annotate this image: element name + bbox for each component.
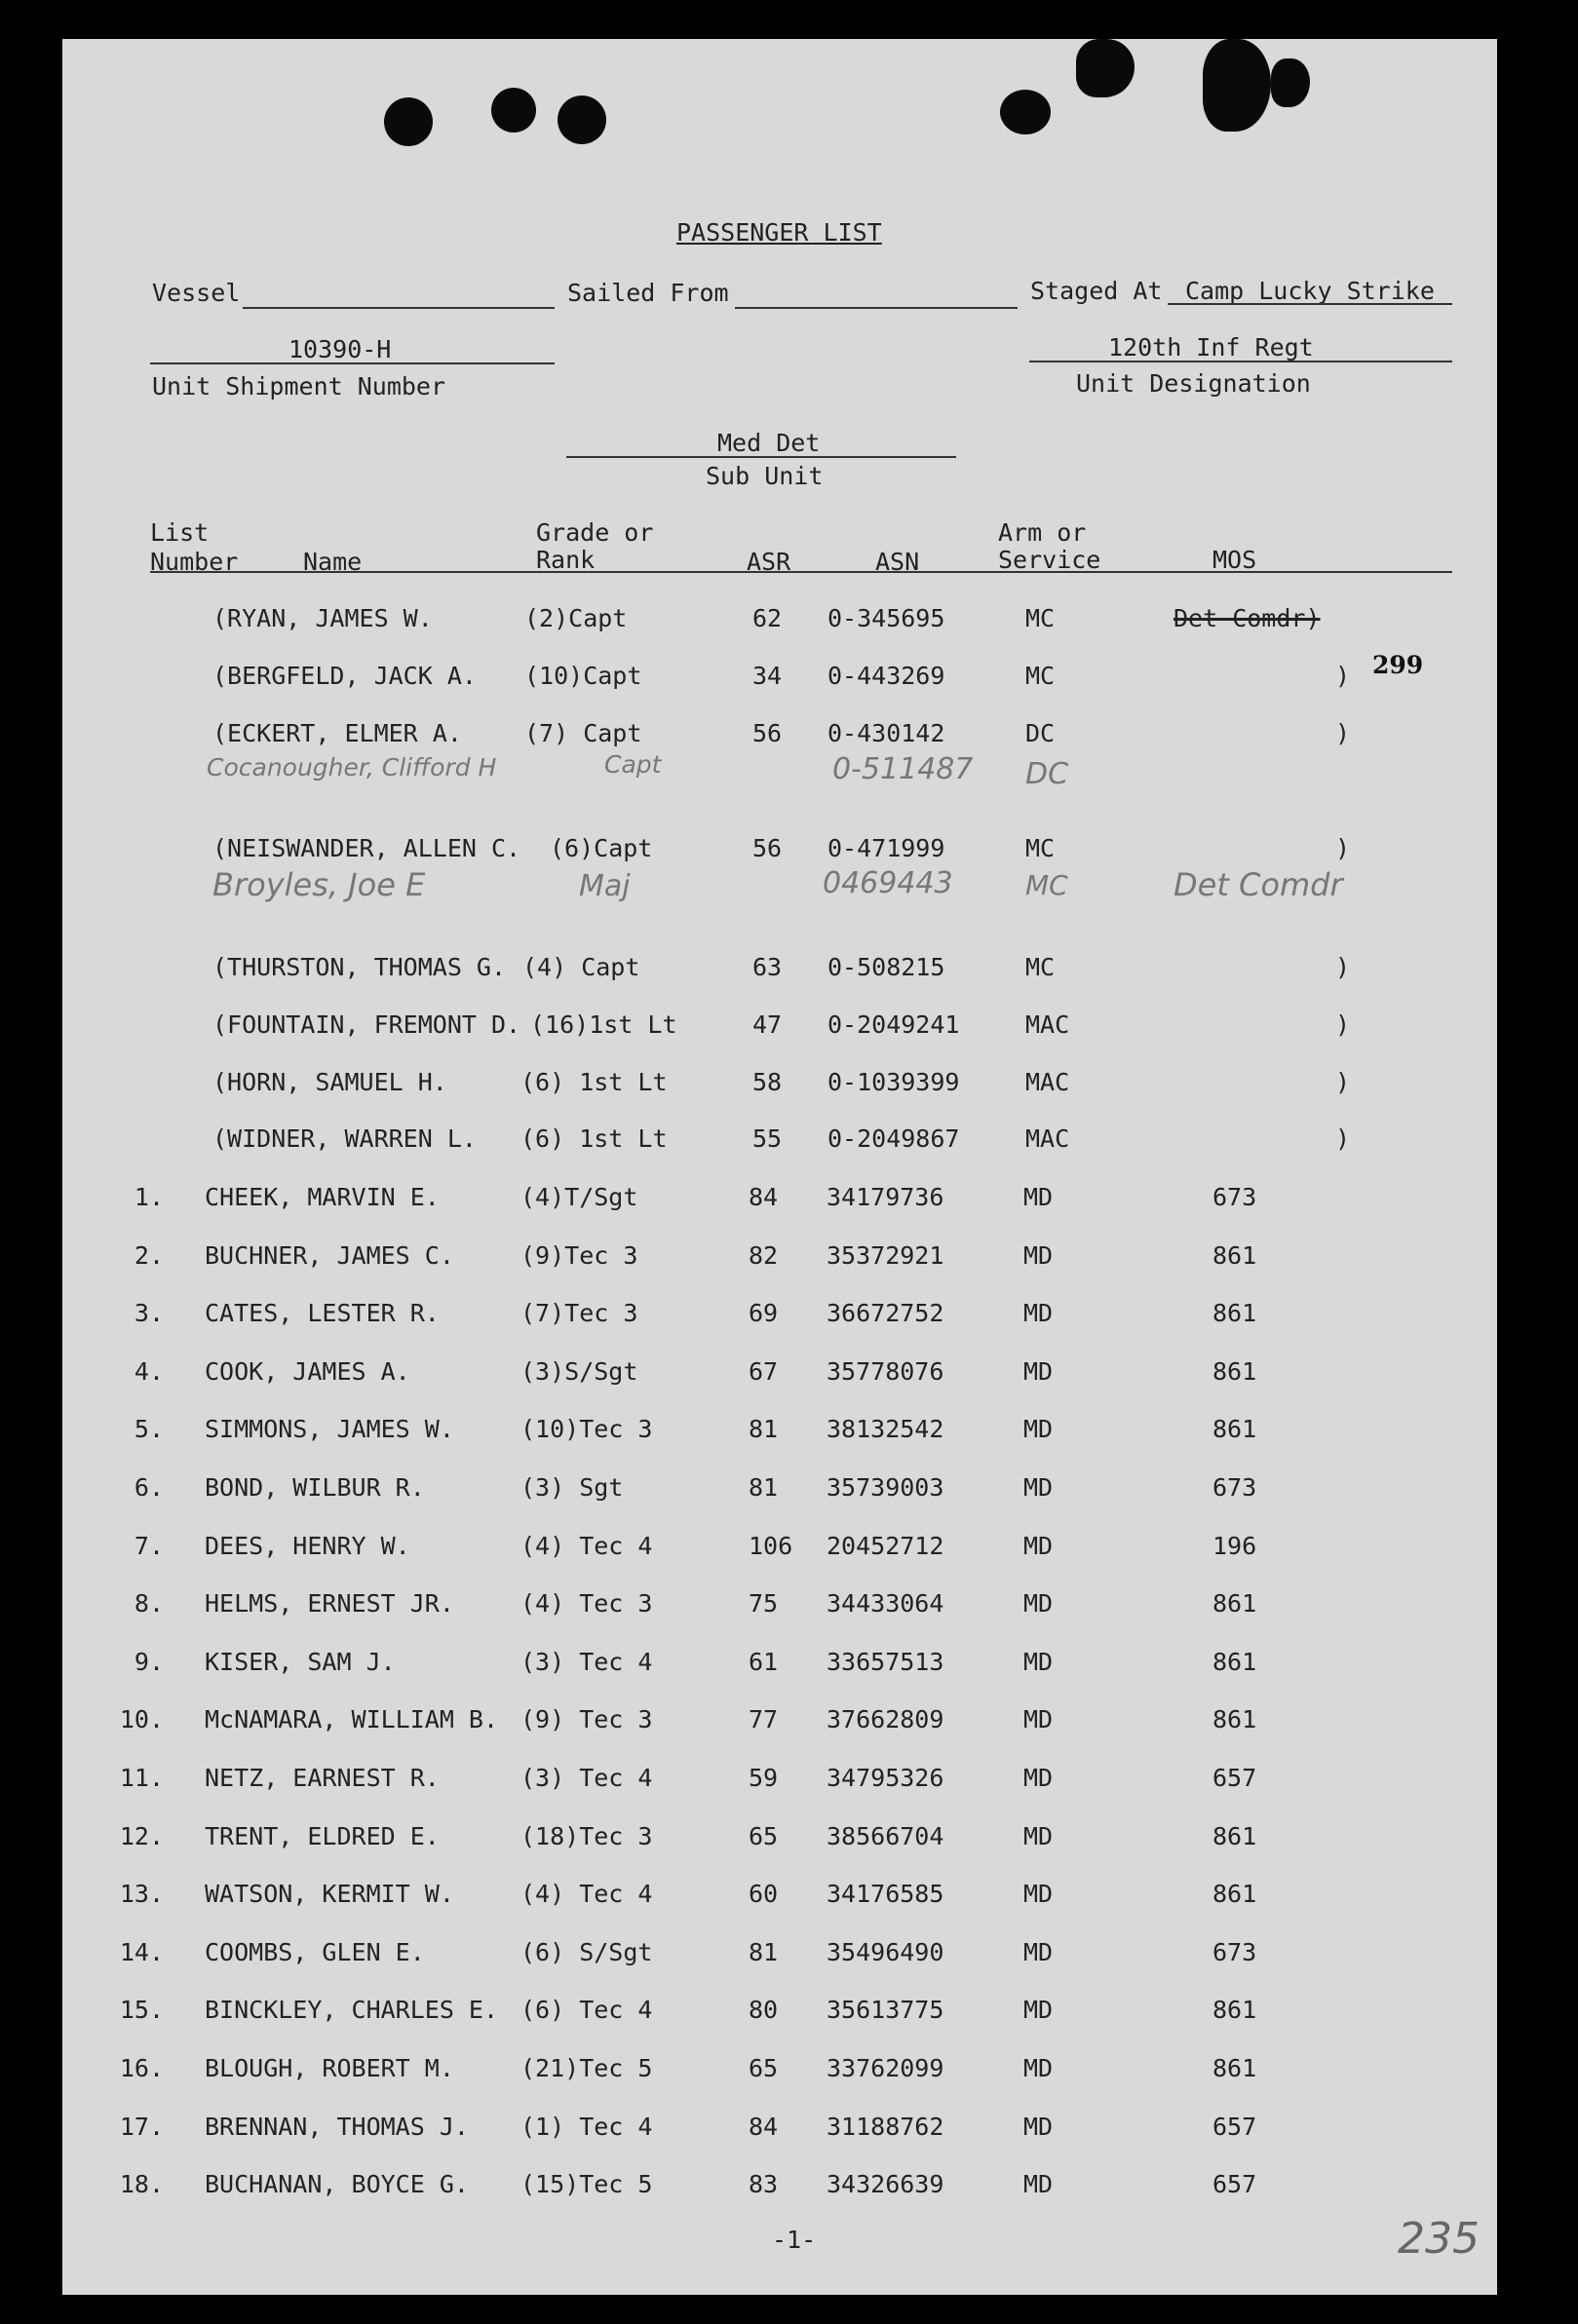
officer-asn: 0-430142 [827, 719, 945, 747]
enlisted-mos: 196 [1212, 1532, 1257, 1560]
punch-hole [1000, 90, 1051, 134]
enlisted-grade: (3) Tec 4 [520, 1648, 653, 1676]
officer-arm: MAC [1025, 1068, 1070, 1096]
officer-mos-struck: Det Comdr) [1174, 604, 1321, 632]
officer-name: (NEISWANDER, ALLEN C. [212, 834, 521, 862]
officer-asn: 0-1039399 [827, 1068, 960, 1096]
enlisted-arm: MD [1023, 1938, 1054, 1966]
row-number: 3. [134, 1299, 164, 1327]
staged-at-value: Camp Lucky Strike [1185, 277, 1435, 305]
row-number: 15. [119, 1996, 164, 2024]
enlisted-grade: (3)S/Sgt [520, 1357, 638, 1386]
corner-number: 235 [1398, 2214, 1480, 2264]
sub-unit-label: Sub Unit [706, 462, 824, 490]
enlisted-name: TRENT, ELDRED E. [205, 1822, 440, 1850]
enlisted-mos: 861 [1212, 1415, 1257, 1443]
enlisted-mos: 657 [1212, 2170, 1257, 2198]
enlisted-grade: (10)Tec 3 [520, 1415, 653, 1443]
officer-name: (THURSTON, THOMAS G. [212, 953, 507, 981]
col-service: Service [998, 546, 1101, 574]
enlisted-asr: 60 [749, 1880, 779, 1908]
enlisted-mos: 861 [1212, 1589, 1257, 1618]
enlisted-asn: 37662809 [827, 1705, 944, 1733]
enlisted-arm: MD [1023, 1764, 1054, 1792]
enlisted-asr: 80 [749, 1996, 779, 2024]
enlisted-arm: MD [1023, 1415, 1054, 1443]
bracket: ) [1335, 1010, 1351, 1039]
punch-hole [491, 88, 536, 133]
row-number: 1. [134, 1183, 164, 1211]
enlisted-asr: 81 [749, 1938, 779, 1966]
enlisted-name: KISER, SAM J. [205, 1648, 396, 1676]
enlisted-name: CATES, LESTER R. [205, 1299, 440, 1327]
enlisted-name: NETZ, EARNEST R. [205, 1764, 440, 1792]
row-number: 2. [134, 1241, 164, 1270]
officer-arm: MAC [1025, 1124, 1070, 1153]
col-arm: Arm or [998, 518, 1087, 547]
row-number: 6. [134, 1473, 164, 1502]
handwritten-asn: 0-511487 [832, 752, 974, 786]
col-grade: Grade or [536, 518, 654, 547]
enlisted-mos: 861 [1212, 1880, 1257, 1908]
officer-asr: 56 [752, 834, 783, 862]
enlisted-asr: 81 [749, 1473, 779, 1502]
officer-asr: 58 [752, 1068, 783, 1096]
page-number: -1- [772, 2226, 817, 2254]
enlisted-asn: 34795326 [827, 1764, 944, 1792]
enlisted-name: BINCKLEY, CHARLES E. [205, 1996, 499, 2024]
enlisted-arm: MD [1023, 1822, 1054, 1850]
enlisted-mos: 861 [1212, 1822, 1257, 1850]
enlisted-asn: 34176585 [827, 1880, 944, 1908]
row-number: 13. [119, 1880, 164, 1908]
enlisted-asn: 33762099 [827, 2054, 944, 2082]
enlisted-name: BOND, WILBUR R. [205, 1473, 425, 1502]
enlisted-asr: 61 [749, 1648, 779, 1676]
enlisted-mos: 673 [1212, 1938, 1257, 1966]
enlisted-asr: 65 [749, 2054, 779, 2082]
staged-at-label: Staged At [1030, 277, 1163, 305]
officer-asn: 0-2049241 [827, 1010, 960, 1039]
row-number: 4. [134, 1357, 164, 1386]
officer-arm: MC [1025, 662, 1056, 690]
officer-name: (WIDNER, WARREN L. [212, 1124, 477, 1153]
enlisted-asn: 36672752 [827, 1299, 944, 1327]
col-asr: ASR [747, 548, 791, 576]
col-mos: MOS [1212, 546, 1257, 574]
enlisted-name: BRENNAN, THOMAS J. [205, 2113, 469, 2141]
officer-asn: 0-2049867 [827, 1124, 960, 1153]
enlisted-asr: 59 [749, 1764, 779, 1792]
officer-arm: MC [1025, 953, 1056, 981]
enlisted-mos: 861 [1212, 1241, 1257, 1270]
header-rule [150, 571, 1452, 573]
officer-name: (BERGFELD, JACK A. [212, 662, 477, 690]
enlisted-asr: 81 [749, 1415, 779, 1443]
officer-name: (FOUNTAIN, FREMONT D. [212, 1010, 521, 1039]
row-number: 14. [119, 1938, 164, 1966]
enlisted-grade: (4) Tec 4 [520, 1880, 653, 1908]
enlisted-grade: (6) S/Sgt [520, 1938, 653, 1966]
enlisted-arm: MD [1023, 2170, 1054, 2198]
enlisted-asr: 84 [749, 2113, 779, 2141]
officer-asn: 0-345695 [827, 604, 945, 632]
row-number: 5. [134, 1415, 164, 1443]
enlisted-name: WATSON, KERMIT W. [205, 1880, 454, 1908]
officer-name: (ECKERT, ELMER A. [212, 719, 462, 747]
enlisted-arm: MD [1023, 1241, 1054, 1270]
sub-unit-line [566, 456, 956, 458]
enlisted-arm: MD [1023, 1532, 1054, 1560]
row-number: 9. [134, 1648, 164, 1676]
col-list: List [150, 518, 210, 547]
enlisted-name: COOK, JAMES A. [205, 1357, 410, 1386]
enlisted-asr: 65 [749, 1822, 779, 1850]
enlisted-mos: 861 [1212, 1357, 1257, 1386]
enlisted-mos: 861 [1212, 1996, 1257, 2024]
sub-unit: Med Det [717, 429, 821, 457]
enlisted-asr: 75 [749, 1589, 779, 1618]
enlisted-grade: (18)Tec 3 [520, 1822, 653, 1850]
enlisted-grade: (7)Tec 3 [520, 1299, 638, 1327]
col-number: Number [150, 548, 239, 576]
enlisted-asn: 35739003 [827, 1473, 944, 1502]
enlisted-mos: 861 [1212, 1705, 1257, 1733]
enlisted-grade: (15)Tec 5 [520, 2170, 653, 2198]
handwritten-asn: 0469443 [823, 866, 953, 900]
officer-grade: (10)Capt [524, 662, 642, 690]
unit-designation: 120th Inf Regt [1108, 333, 1314, 362]
enlisted-arm: MD [1023, 1996, 1054, 2024]
handwritten-name: Broyles, Joe E [212, 866, 426, 903]
enlisted-arm: MD [1023, 1880, 1054, 1908]
enlisted-mos: 861 [1212, 2054, 1257, 2082]
row-number: 18. [119, 2170, 164, 2198]
officer-asr: 55 [752, 1124, 783, 1153]
officer-arm: MAC [1025, 1010, 1070, 1039]
enlisted-asr: 82 [749, 1241, 779, 1270]
enlisted-arm: MD [1023, 2054, 1054, 2082]
enlisted-arm: MD [1023, 2113, 1054, 2141]
enlisted-name: BLOUGH, ROBERT M. [205, 2054, 454, 2082]
enlisted-asr: 69 [749, 1299, 779, 1327]
enlisted-mos: 657 [1212, 1764, 1257, 1792]
enlisted-asr: 77 [749, 1705, 779, 1733]
officer-asn: 0-443269 [827, 662, 945, 690]
row-number: 10. [119, 1705, 164, 1733]
col-name: Name [303, 548, 363, 576]
officer-grade: (6) 1st Lt [520, 1068, 668, 1096]
officer-grade: (16)1st Lt [530, 1010, 677, 1039]
bracket: ) [1335, 1124, 1351, 1153]
unit-designation-line [1029, 361, 1452, 362]
officer-arm: MC [1025, 834, 1056, 862]
handwritten-grade: Capt [604, 750, 662, 779]
row-number: 7. [134, 1532, 164, 1560]
punch-hole [558, 95, 606, 144]
handwritten-grade: Maj [579, 869, 631, 903]
side-number: 299 [1372, 651, 1424, 679]
enlisted-arm: MD [1023, 1357, 1054, 1386]
enlisted-name: McNAMARA, WILLIAM B. [205, 1705, 499, 1733]
sailed-from-label: Sailed From [567, 279, 729, 307]
officer-name: (HORN, SAMUEL H. [212, 1068, 447, 1096]
enlisted-name: SIMMONS, JAMES W. [205, 1415, 454, 1443]
enlisted-arm: MD [1023, 1705, 1054, 1733]
enlisted-arm: MD [1023, 1299, 1054, 1327]
officer-asr: 56 [752, 719, 783, 747]
punch-hole [384, 97, 433, 146]
row-number: 16. [119, 2054, 164, 2082]
officer-name: (RYAN, JAMES W. [212, 604, 433, 632]
enlisted-asn: 35613775 [827, 1996, 944, 2024]
unit-designation-label: Unit Designation [1076, 369, 1311, 398]
officer-grade: (2)Capt [524, 604, 628, 632]
officer-asr: 47 [752, 1010, 783, 1039]
enlisted-grade: (9) Tec 3 [520, 1705, 653, 1733]
bracket: ) [1335, 662, 1351, 690]
bracket: ) [1335, 1068, 1351, 1096]
enlisted-arm: MD [1023, 1589, 1054, 1618]
enlisted-asn: 34326639 [827, 2170, 944, 2198]
enlisted-grade: (4)T/Sgt [520, 1183, 638, 1211]
ink-blot [1076, 39, 1135, 97]
col-asn: ASN [875, 548, 920, 576]
officer-asr: 63 [752, 953, 783, 981]
enlisted-name: BUCHNER, JAMES C. [205, 1241, 454, 1270]
handwritten-name: Cocanougher, Clifford H [207, 753, 497, 781]
vessel-line [243, 307, 555, 309]
sailed-from-line [735, 307, 1018, 309]
enlisted-mos: 673 [1212, 1183, 1257, 1211]
officer-arm: MC [1025, 604, 1056, 632]
enlisted-asn: 31188762 [827, 2113, 944, 2141]
row-number: 12. [119, 1822, 164, 1850]
unit-shipment-number: 10390-H [289, 335, 392, 363]
enlisted-name: COOMBS, GLEN E. [205, 1938, 425, 1966]
enlisted-asn: 38132542 [827, 1415, 944, 1443]
enlisted-grade: (21)Tec 5 [520, 2054, 653, 2082]
ink-blot [1203, 39, 1271, 132]
enlisted-asn: 35496490 [827, 1938, 944, 1966]
bracket: ) [1335, 719, 1351, 747]
enlisted-name: HELMS, ERNEST JR. [205, 1589, 454, 1618]
handwritten-mos: Det Comdr [1174, 866, 1343, 903]
row-number: 17. [119, 2113, 164, 2141]
officer-arm: DC [1025, 719, 1056, 747]
row-number: 8. [134, 1589, 164, 1618]
enlisted-arm: MD [1023, 1473, 1054, 1502]
enlisted-grade: (6) Tec 4 [520, 1996, 653, 2024]
page-title: PASSENGER LIST [676, 218, 882, 247]
officer-grade: (6)Capt [550, 834, 653, 862]
staged-at-line [1168, 303, 1452, 305]
enlisted-mos: 673 [1212, 1473, 1257, 1502]
enlisted-asn: 20452712 [827, 1532, 944, 1560]
handwritten-arm: MC [1025, 869, 1068, 901]
enlisted-grade: (3) Sgt [520, 1473, 624, 1502]
enlisted-asr: 83 [749, 2170, 779, 2198]
officer-grade: (6) 1st Lt [520, 1124, 668, 1153]
enlisted-arm: MD [1023, 1183, 1054, 1211]
enlisted-grade: (3) Tec 4 [520, 1764, 653, 1792]
enlisted-asn: 34179736 [827, 1183, 944, 1211]
enlisted-asn: 33657513 [827, 1648, 944, 1676]
ink-blot [1271, 58, 1310, 107]
document-page [62, 39, 1497, 2295]
enlisted-asn: 35778076 [827, 1357, 944, 1386]
officer-asn: 0-508215 [827, 953, 945, 981]
enlisted-grade: (1) Tec 4 [520, 2113, 653, 2141]
enlisted-mos: 861 [1212, 1648, 1257, 1676]
enlisted-asn: 34433064 [827, 1589, 944, 1618]
enlisted-asr: 106 [749, 1532, 793, 1560]
enlisted-mos: 657 [1212, 2113, 1257, 2141]
enlisted-asr: 67 [749, 1357, 779, 1386]
unit-shipment-label: Unit Shipment Number [152, 372, 446, 400]
enlisted-mos: 861 [1212, 1299, 1257, 1327]
officer-grade: (7) Capt [524, 719, 642, 747]
enlisted-asn: 35372921 [827, 1241, 944, 1270]
enlisted-grade: (9)Tec 3 [520, 1241, 638, 1270]
handwritten-arm: DC [1025, 757, 1069, 791]
vessel-label: Vessel [152, 279, 241, 307]
enlisted-asn: 38566704 [827, 1822, 944, 1850]
enlisted-name: CHEEK, MARVIN E. [205, 1183, 440, 1211]
officer-asr: 34 [752, 662, 783, 690]
enlisted-grade: (4) Tec 4 [520, 1532, 653, 1560]
enlisted-asr: 84 [749, 1183, 779, 1211]
enlisted-name: DEES, HENRY W. [205, 1532, 410, 1560]
bracket: ) [1335, 834, 1351, 862]
officer-asr: 62 [752, 604, 783, 632]
enlisted-name: BUCHANAN, BOYCE G. [205, 2170, 469, 2198]
officer-asn: 0-471999 [827, 834, 945, 862]
col-rank: Rank [536, 546, 596, 574]
enlisted-arm: MD [1023, 1648, 1054, 1676]
officer-grade: (4) Capt [522, 953, 640, 981]
bracket: ) [1335, 953, 1351, 981]
row-number: 11. [119, 1764, 164, 1792]
unit-shipment-line [150, 362, 555, 364]
enlisted-grade: (4) Tec 3 [520, 1589, 653, 1618]
